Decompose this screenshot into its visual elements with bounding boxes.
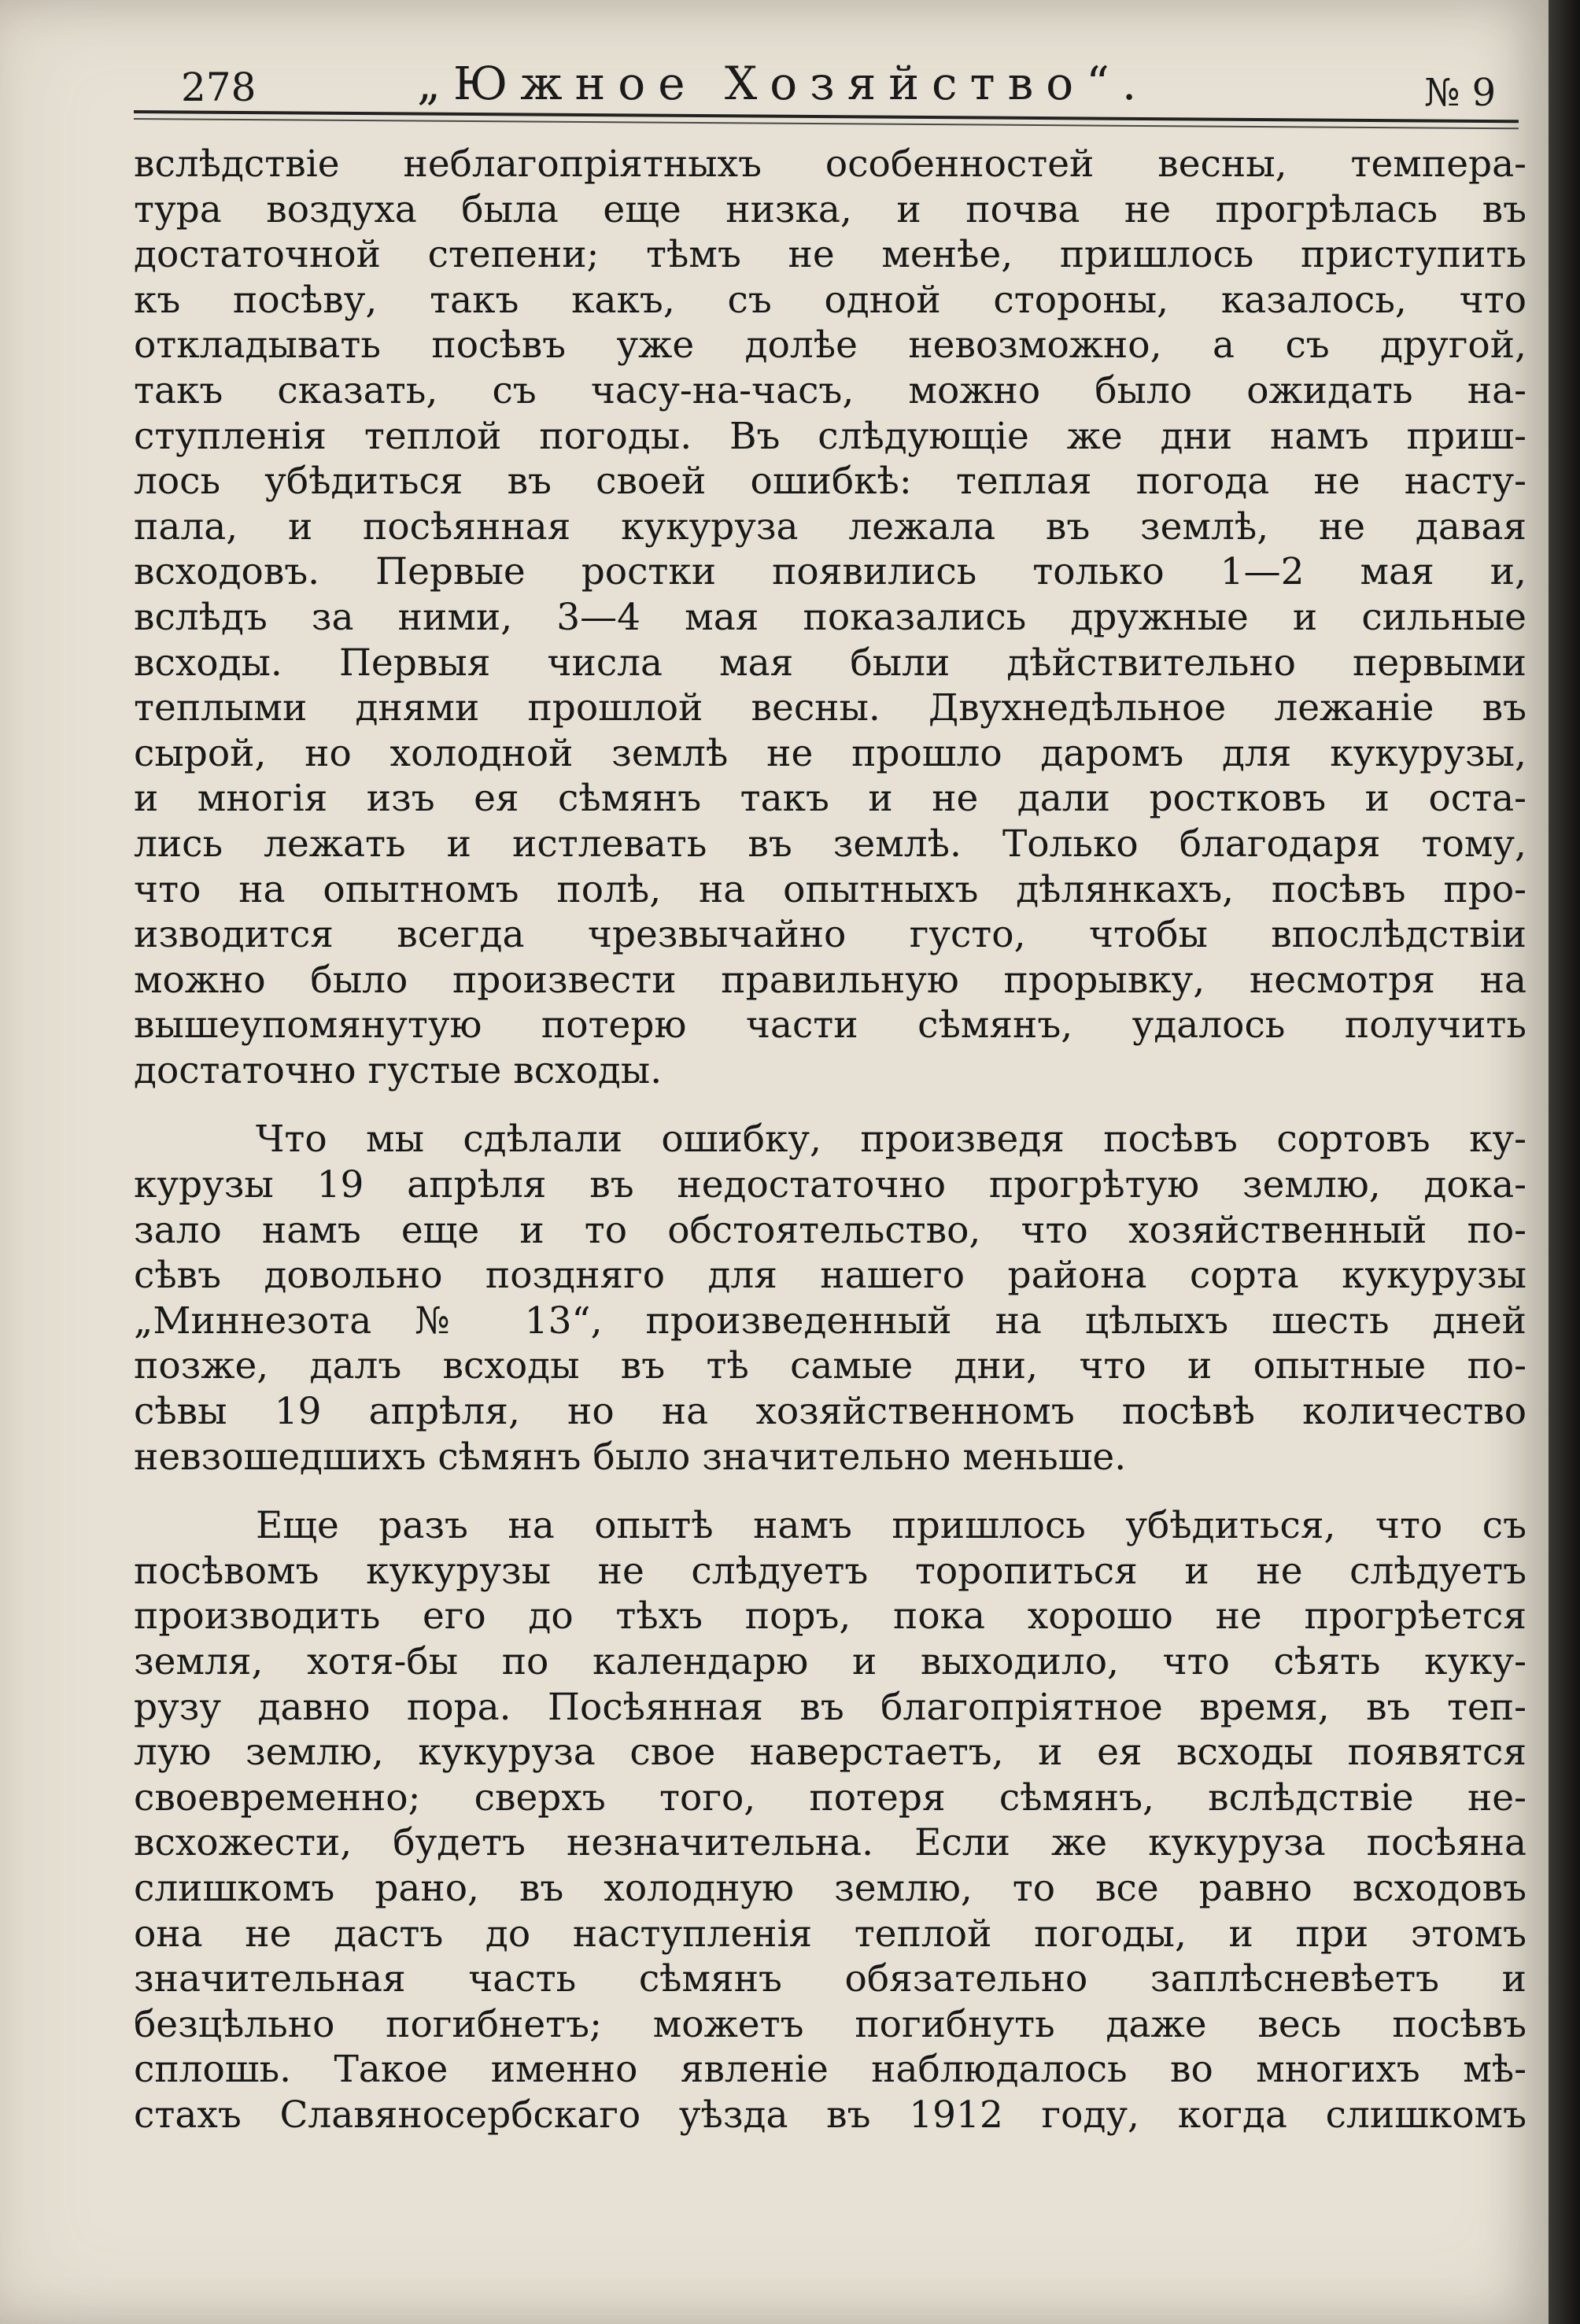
journal-title: „Южное Хозяйство“. (417, 57, 1150, 110)
text-line: лую землю, кукуруза свое наверстаетъ, и ея всходы появятся (134, 1731, 1526, 1775)
text-line: всхожести, будетъ незначительна. Если же кукуруза посѣяна (134, 1821, 1526, 1865)
text-line: всходы. Первыя числа мая были дѣйствительно первыми (134, 641, 1526, 685)
text-line: вышеупомянутую потерю части сѣмянъ, удалось получить (134, 1003, 1526, 1047)
text-line: своевременно; сверхъ того, потеря сѣмянъ, вслѣдствіе не- (134, 1775, 1526, 1820)
text-line: рузу давно пора. Посѣянная въ благопріятное время, въ теп- (134, 1685, 1526, 1729)
text-line: Что мы сдѣлали ошибку, произведя посѣвъ сортовъ ку- (256, 1118, 1526, 1162)
text-line: пала, и посѣянная кукуруза лежала въ землѣ, не давая (134, 504, 1526, 549)
text-line: ступленія теплой погоды. Въ слѣдующіе же дни намъ приш- (134, 414, 1526, 458)
text-line: посѣвомъ кукурузы не слѣдуетъ торопиться и не слѣдуетъ (134, 1549, 1526, 1593)
text-line: лось убѣдиться въ своей ошибкѣ: теплая погода не насту- (134, 460, 1526, 504)
text-line: вслѣдствіе неблагопріятныхъ особенностей весны, темпера- (134, 142, 1526, 186)
book-spine-edge (1549, 0, 1580, 2324)
text-line: такъ сказать, съ часу-на-часъ, можно было ожидать на- (134, 368, 1526, 412)
text-line: вслѣдъ за ними, 3—4 мая показались дружные и сильные (134, 595, 1526, 639)
text-line: производить его до тѣхъ поръ, пока хорошо не прогрѣется (134, 1594, 1526, 1639)
text-line: всходовъ. Первые ростки появились только 1—2 мая и, (134, 550, 1526, 594)
paragraph-1 (134, 142, 1526, 1093)
page-number: 278 (181, 65, 257, 110)
text-line: сплошь. Такое именно явленіе наблюдалось во многихъ мѣ- (134, 2048, 1526, 2092)
text-line: Еще разъ на опытѣ намъ пришлось убѣдиться, что съ (256, 1504, 1526, 1548)
paragraph-gap (134, 1093, 1526, 1117)
issue-number: № 9 (1424, 71, 1497, 115)
text-line: къ посѣву, такъ какъ, съ одной стороны, казалось, что (134, 278, 1526, 322)
text-line: курузы 19 апрѣля въ недостаточно прогрѣтую землю, дока- (134, 1163, 1526, 1207)
text-line: изводится всегда чрезвычайно густо, чтобы впослѣдствіи (134, 913, 1526, 957)
text-line: сырой, но холодной землѣ не прошло даромъ для кукурузы, (134, 731, 1526, 775)
text-line: земля, хотя-бы по календарю и выходило, что сѣять куку- (134, 1640, 1526, 1683)
text-line: теплыми днями прошлой весны. Двухнедѣльное лежаніе въ (134, 686, 1526, 730)
paragraph-gap (134, 1480, 1526, 1503)
text-line: тура воздуха была еще низка, и почва не прогрѣлась въ (134, 187, 1526, 231)
text-line: лись лежать и истлевать въ землѣ. Только благодаря тому, (134, 822, 1526, 866)
text-line: зало намъ еще и то обстоятельство, что хозяйственный по- (134, 1208, 1526, 1252)
text-line: безцѣльно погибнетъ; можетъ погибнуть даже весь посѣвъ (134, 2002, 1526, 2046)
text-line: достаточной степени; тѣмъ не менѣе, пришлось приступить (134, 233, 1526, 277)
text-line: невзошедшихъ сѣмянъ было значительно меньше. (134, 1435, 1127, 1479)
text-line: слишкомъ рано, въ холодную землю, то все равно всходовъ (134, 1866, 1526, 1910)
paragraph-2 (134, 1117, 1526, 1480)
text-line: позже, далъ всходы въ тѣ самые дни, что и опытные по- (134, 1344, 1526, 1388)
text-line: „Миннезота № 13“, произведенный на цѣлыхъ шесть дней (134, 1299, 1526, 1343)
text-line: откладывать посѣвъ уже долѣе невозможно, а съ другой, (134, 323, 1526, 368)
text-line: стахъ Славяносербскаго уѣзда въ 1912 году, когда слишкомъ (134, 2093, 1526, 2137)
text-line: можно было произвести правильную прорывку, несмотря на (134, 958, 1526, 1002)
text-line: она не дастъ до наступленія теплой погоды, и при этомъ (134, 1912, 1526, 1956)
text-line: сѣвъ довольно поздняго для нашего района сорта кукурузы (134, 1254, 1526, 1298)
text-line: что на опытномъ полѣ, на опытныхъ дѣлянкахъ, посѣвъ про- (134, 867, 1526, 911)
paragraph-3 (134, 1503, 1526, 2137)
text-line: достаточно густые всходы. (134, 1048, 663, 1092)
text-line: и многія изъ ея сѣмянъ такъ и не дали ростковъ и оста- (134, 777, 1526, 821)
text-line: сѣвы 19 апрѣля, но на хозяйственномъ посѣвѣ количество (134, 1390, 1526, 1434)
article-body (134, 142, 1526, 2138)
text-line: значительная часть сѣмянъ обязательно заплѣсневѣетъ и (134, 1957, 1526, 2001)
